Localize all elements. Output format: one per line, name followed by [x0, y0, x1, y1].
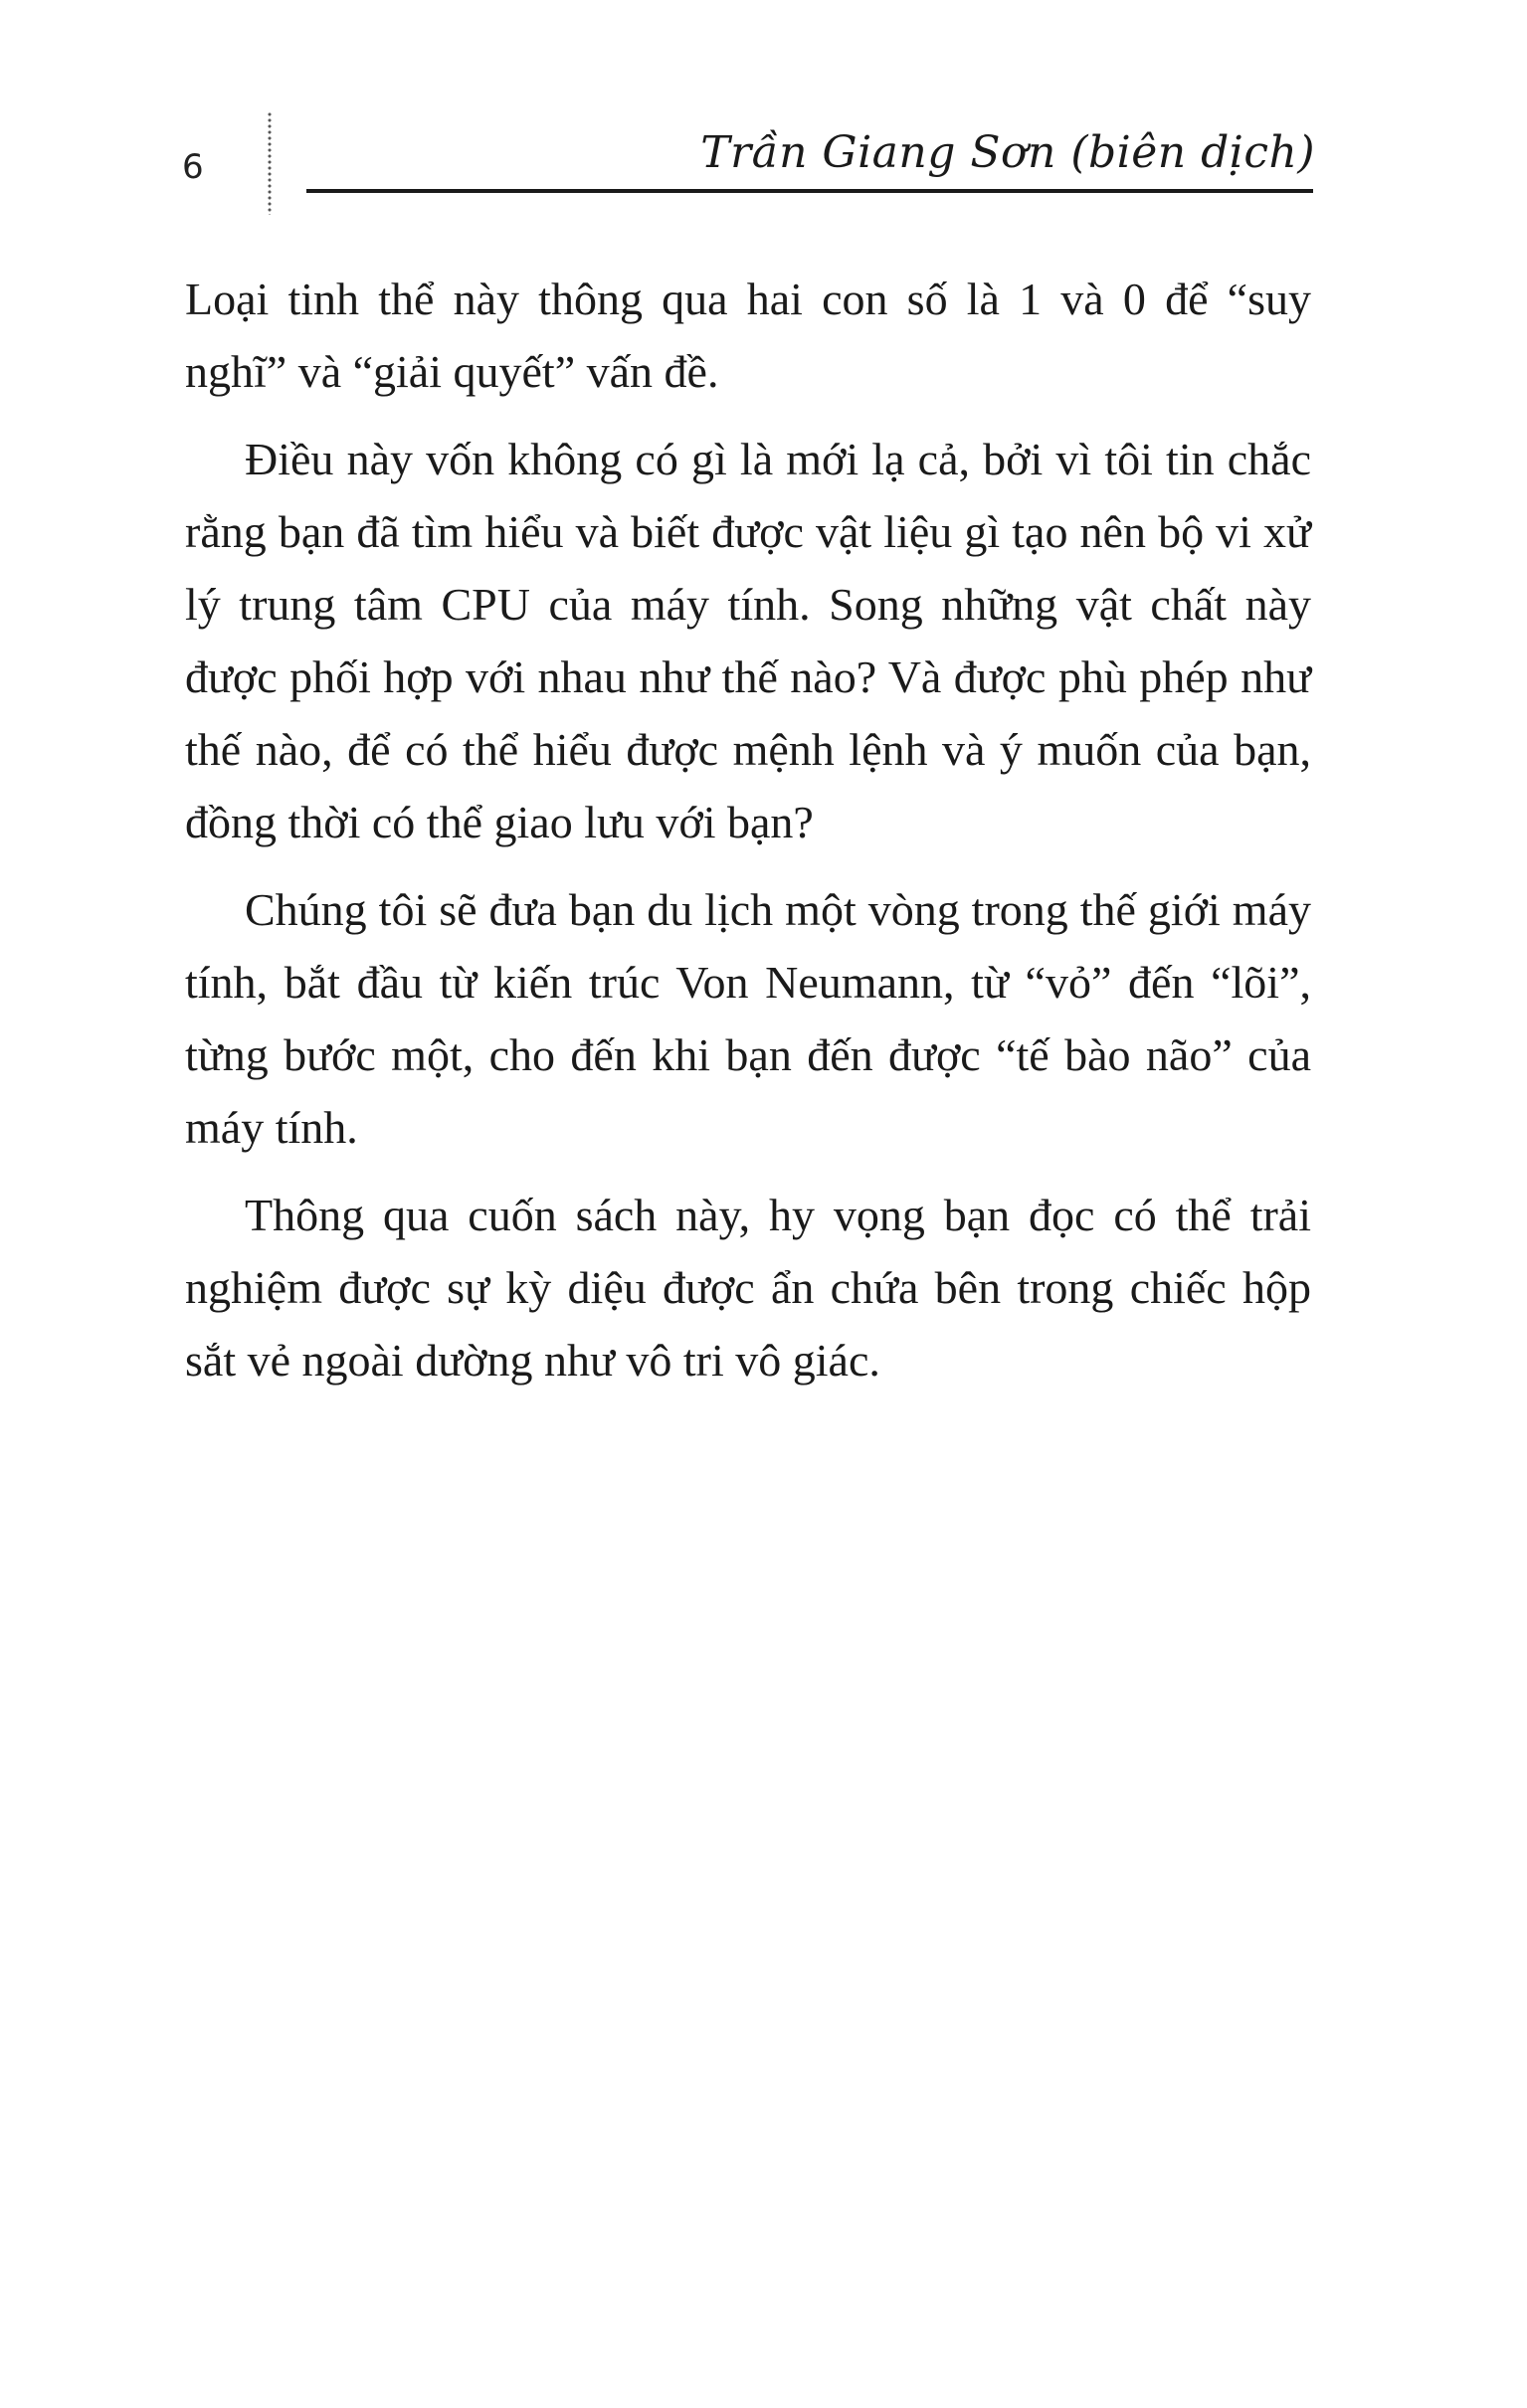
- running-head-author: Trần Giang Sơn (biên dịch): [700, 127, 1315, 178]
- paragraph-2: Điều này vốn không có gì là mới lạ cả, bởi vì tôi tin chắc rằng bạn đã tìm hiểu và biết được vật liệu gì tạo nên bộ vi xử lý trung tâm CPU của máy tính. Song những vật chất này được phối hợp với nhau như thế nào? Và được phù phép như thế nào, để có thể hiểu được mệnh lệnh và ý muốn của bạn, đồng thời có thể giao lưu với bạn?: [185, 434, 1311, 847]
- page-number: 6: [182, 147, 204, 187]
- body-text: [185, 263, 1311, 1411]
- paragraph-1: Loại tinh thể này thông qua hai con số là 1 và 0 để “suy nghĩ” và “giải quyết” vấn đề.: [185, 274, 1311, 397]
- paragraph-3: Chúng tôi sẽ đưa bạn du lịch một vòng trong thế giới máy tính, bắt đầu từ kiến trúc Von Neumann, từ “vỏ” đến “lõi”, từng bước một, cho đến khi bạn đến được “tế bào não” của máy tính.: [185, 884, 1311, 1153]
- header-dotted-divider: [267, 111, 273, 215]
- header-rule: [306, 189, 1313, 193]
- paragraph-4: Thông qua cuốn sách này, hy vọng bạn đọc có thể trải nghiệm được sự kỳ diệu được ẩn chứa bên trong chiếc hộp sắt vẻ ngoài dường như vô tri vô giác.: [185, 1190, 1311, 1386]
